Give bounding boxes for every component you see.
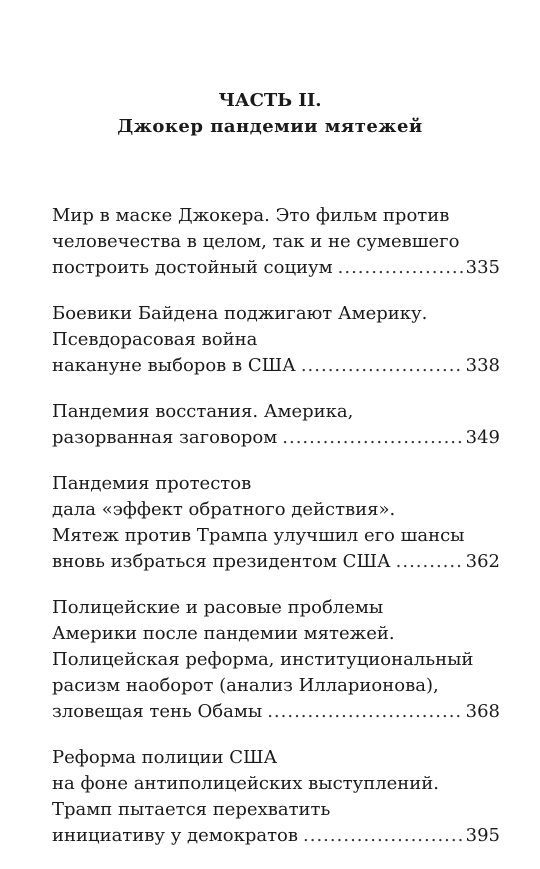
page-number: 338: [465, 355, 500, 376]
toc-entry-line: на фоне антиполицейских выступлений.: [52, 773, 440, 794]
toc-entry[interactable]: [52, 399, 500, 451]
toc-entry-line: Мир в маске Джокера. Это фильм против: [52, 205, 450, 226]
toc-entry-line: Полицейская реформа, институциональный: [52, 649, 474, 670]
page-number: 368: [465, 701, 500, 722]
toc-entry-line: Псевдорасовая война: [52, 329, 258, 350]
toc-entry[interactable]: [52, 203, 500, 281]
toc-entry-last-line: [52, 823, 500, 849]
toc-entry-line: расизм наоборот (анализ Илларионова),: [52, 675, 439, 696]
page-number: 395: [465, 825, 500, 846]
toc-entry-last-line: [52, 353, 500, 379]
toc-entry[interactable]: [52, 745, 500, 849]
toc-entry-line: Америки после пандемии мятежей.: [52, 623, 395, 644]
toc-entry[interactable]: [52, 471, 500, 575]
toc-entry-line: Боевики Байдена поджигают Америку.: [52, 303, 428, 324]
dot-leader: [303, 823, 463, 849]
dot-leader: [396, 549, 463, 575]
toc-entry-line: Пандемия протестов: [52, 473, 252, 494]
table-of-contents: [52, 203, 500, 869]
toc-entry-line: разорванная заговором: [52, 427, 278, 448]
toc-entry-line: накануне выборов в США: [52, 355, 296, 376]
toc-entry-line: дала «эффект обратного действия».: [52, 499, 396, 520]
toc-entry-line: построить достойный социум: [52, 257, 333, 278]
page-number: 349: [465, 427, 500, 448]
dot-leader: [282, 425, 462, 451]
toc-entry-line: человечества в целом, так и не сумевшего: [52, 231, 460, 252]
toc-entry[interactable]: [52, 595, 500, 725]
part-header: [0, 88, 540, 140]
page-number: 362: [465, 551, 500, 572]
toc-entry-line: Мятеж против Трампа улучшил его шансы: [52, 525, 465, 546]
toc-entry-line: Пандемия восстания. Америка,: [52, 401, 354, 422]
toc-entry-last-line: [52, 699, 500, 725]
toc-entry-line: инициативу у демократов: [52, 825, 299, 846]
toc-entry-line: Трамп пытается перехватить: [52, 799, 331, 820]
toc-entry-line: вновь избраться президентом США: [52, 551, 391, 572]
dot-leader: [301, 353, 463, 379]
toc-entry-line: Реформа полиции США: [52, 747, 278, 768]
dot-leader: [267, 699, 462, 725]
dot-leader: [338, 255, 463, 281]
toc-entry-last-line: [52, 425, 500, 451]
toc-entry-line: зловещая тень Обамы: [52, 701, 263, 722]
part-title: Джокер пандемии мятежей: [117, 116, 423, 137]
toc-entry[interactable]: [52, 301, 500, 379]
toc-entry-last-line: [52, 255, 500, 281]
toc-entry-line: Полицейские и расовые проблемы: [52, 597, 384, 618]
page-number: 335: [465, 257, 500, 278]
toc-entry-last-line: [52, 549, 500, 575]
part-number: ЧАСТЬ II.: [218, 90, 322, 111]
